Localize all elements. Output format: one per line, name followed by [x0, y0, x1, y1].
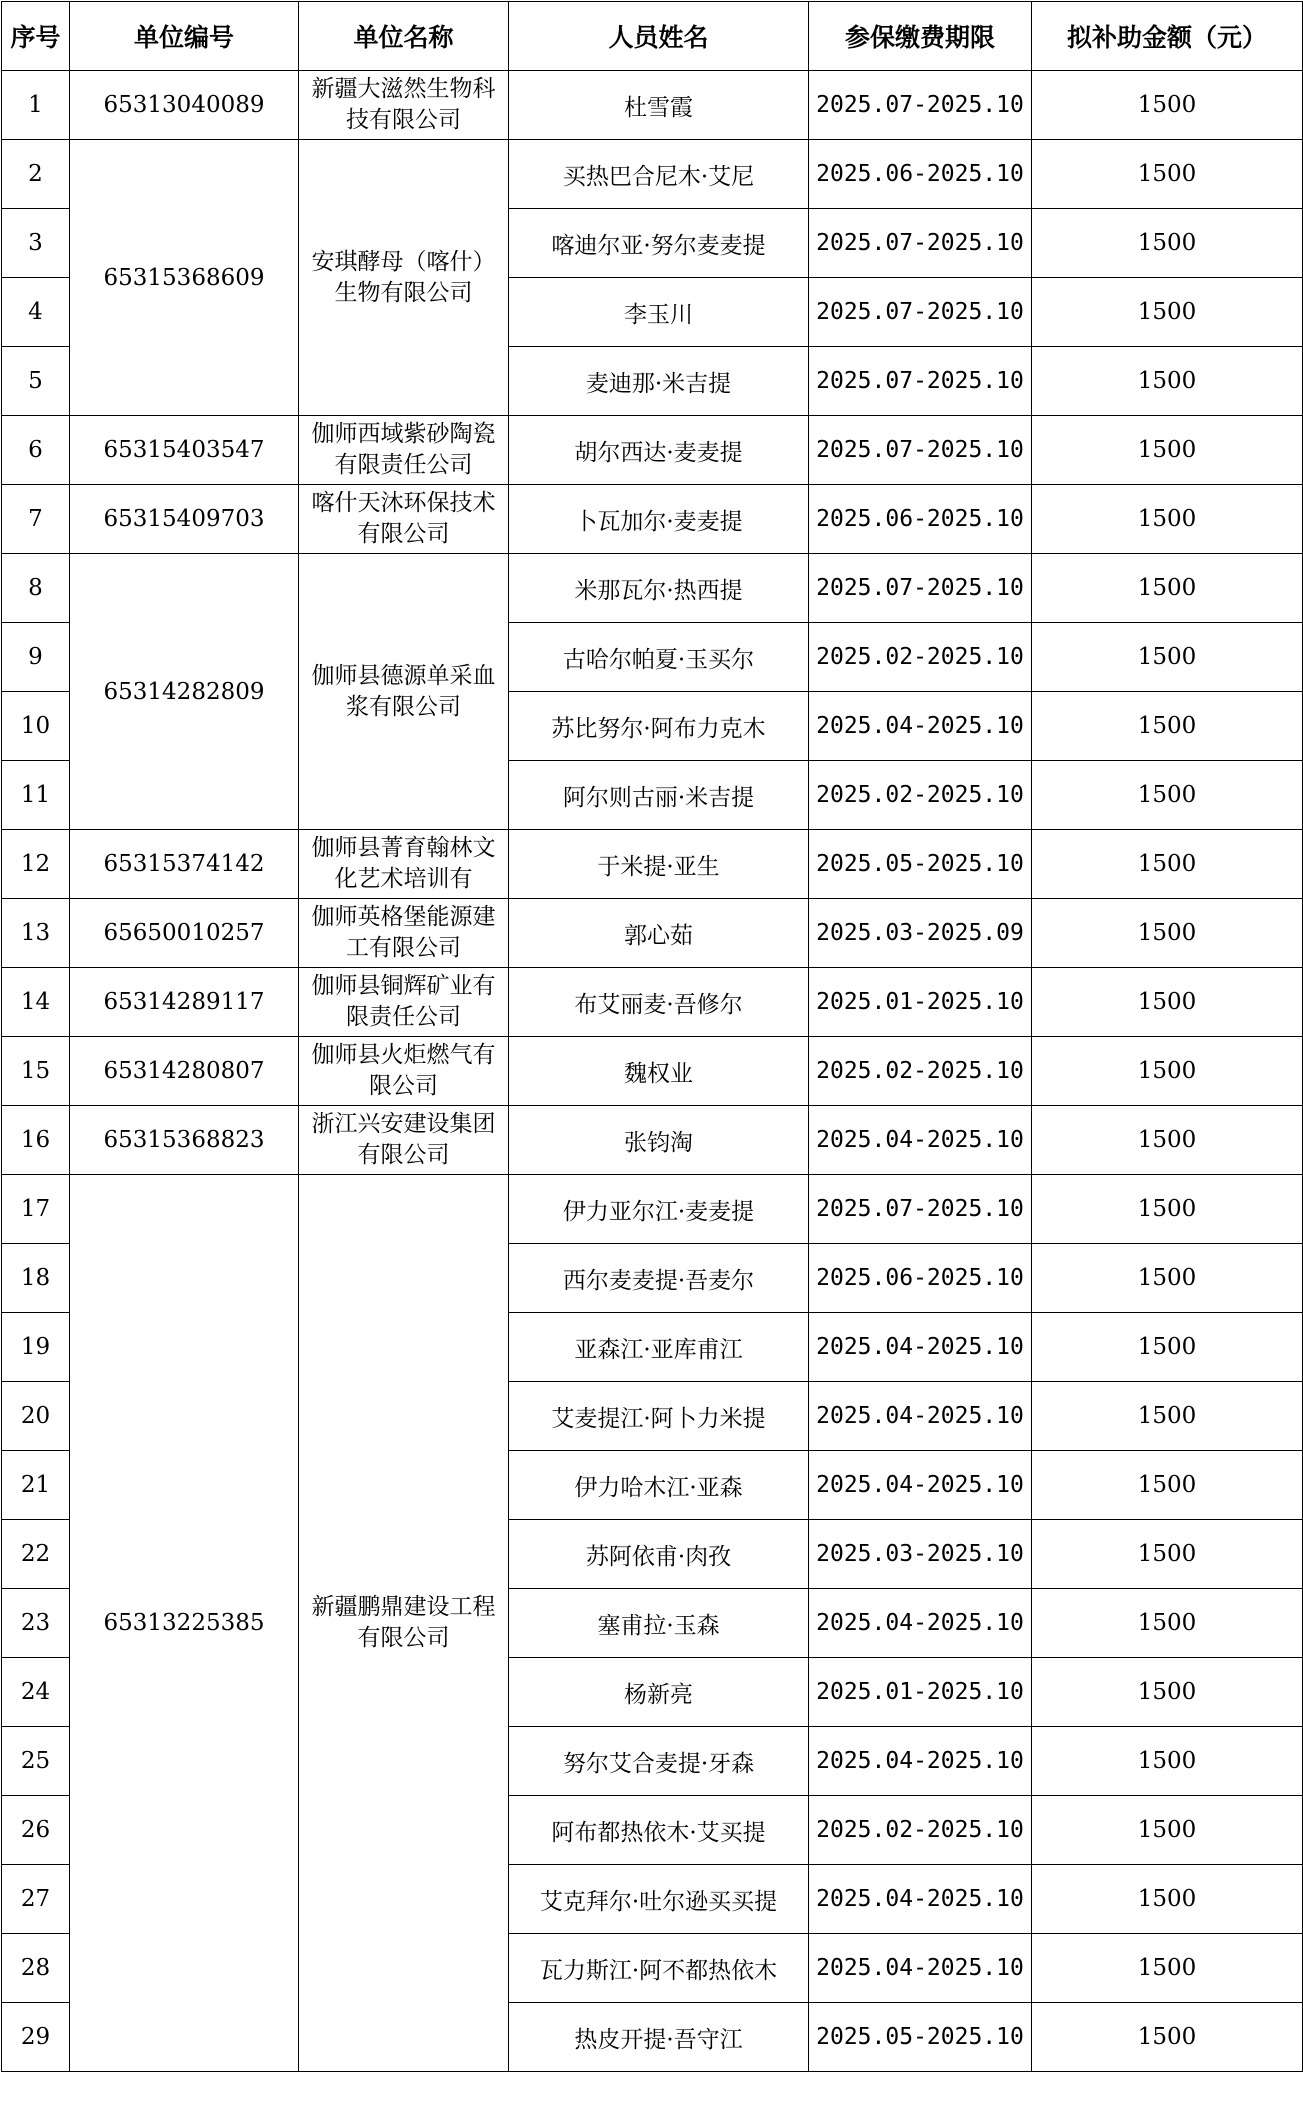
cell-period: 2025.04-2025.10: [809, 1382, 1032, 1451]
cell-unit-name: 伽师西域紫砂陶瓷有限责任公司: [299, 416, 509, 485]
cell-seq: 5: [2, 347, 70, 416]
table-row: [2, 554, 1303, 623]
cell-amount: 1500: [1032, 899, 1303, 968]
header-person: 人员姓名: [509, 2, 809, 71]
table-row: [2, 1106, 1303, 1175]
header-unit-code: 单位编号: [70, 2, 299, 71]
table-row: [2, 830, 1303, 899]
cell-person: 阿布都热依木·艾买提: [509, 1796, 809, 1865]
cell-person: 阿尔则古丽·米吉提: [509, 761, 809, 830]
cell-amount: 1500: [1032, 761, 1303, 830]
cell-amount: 1500: [1032, 1313, 1303, 1382]
cell-person: 西尔麦麦提·吾麦尔: [509, 1244, 809, 1313]
table-row: [2, 485, 1303, 554]
cell-unit-code: 65314282809: [70, 554, 299, 830]
cell-period: 2025.04-2025.10: [809, 1727, 1032, 1796]
cell-period: 2025.07-2025.10: [809, 278, 1032, 347]
cell-period: 2025.03-2025.09: [809, 899, 1032, 968]
header-seq: 序号: [2, 2, 70, 71]
cell-unit-name: 伽师县火炬燃气有限公司: [299, 1037, 509, 1106]
cell-amount: 1500: [1032, 1106, 1303, 1175]
cell-unit-code: 65315409703: [70, 485, 299, 554]
cell-period: 2025.06-2025.10: [809, 485, 1032, 554]
cell-seq: 24: [2, 1658, 70, 1727]
cell-seq: 10: [2, 692, 70, 761]
cell-unit-code: 65315368609: [70, 140, 299, 416]
cell-amount: 1500: [1032, 1727, 1303, 1796]
cell-seq: 18: [2, 1244, 70, 1313]
header-amount: 拟补助金额（元）: [1032, 2, 1303, 71]
cell-seq: 13: [2, 899, 70, 968]
cell-period: 2025.04-2025.10: [809, 692, 1032, 761]
cell-person: 米那瓦尔·热西提: [509, 554, 809, 623]
cell-seq: 11: [2, 761, 70, 830]
cell-amount: 1500: [1032, 1175, 1303, 1244]
cell-period: 2025.01-2025.10: [809, 968, 1032, 1037]
cell-unit-name: 新疆鹏鼎建设工程有限公司: [299, 1175, 509, 2072]
cell-seq: 2: [2, 140, 70, 209]
cell-period: 2025.07-2025.10: [809, 416, 1032, 485]
cell-person: 张钧淘: [509, 1106, 809, 1175]
cell-seq: 15: [2, 1037, 70, 1106]
cell-unit-name: 伽师县菁育翰林文化艺术培训有: [299, 830, 509, 899]
cell-amount: 1500: [1032, 1382, 1303, 1451]
cell-person: 艾克拜尔·吐尔逊买买提: [509, 1865, 809, 1934]
cell-person: 艾麦提江·阿卜力米提: [509, 1382, 809, 1451]
cell-person: 古哈尔帕夏·玉买尔: [509, 623, 809, 692]
cell-seq: 7: [2, 485, 70, 554]
cell-seq: 1: [2, 71, 70, 140]
cell-seq: 21: [2, 1451, 70, 1520]
cell-person: 麦迪那·米吉提: [509, 347, 809, 416]
cell-amount: 1500: [1032, 209, 1303, 278]
document-page: [0, 1, 1303, 2102]
table-row: [2, 899, 1303, 968]
cell-person: 魏权业: [509, 1037, 809, 1106]
cell-period: 2025.07-2025.10: [809, 1175, 1032, 1244]
cell-unit-name: 浙江兴安建设集团有限公司: [299, 1106, 509, 1175]
cell-seq: 23: [2, 1589, 70, 1658]
cell-seq: 20: [2, 1382, 70, 1451]
cell-person: 李玉川: [509, 278, 809, 347]
cell-unit-name: 伽师县德源单采血浆有限公司: [299, 554, 509, 830]
cell-person: 杜雪霞: [509, 71, 809, 140]
cell-seq: 8: [2, 554, 70, 623]
cell-seq: 4: [2, 278, 70, 347]
cell-unit-name: 伽师英格堡能源建工有限公司: [299, 899, 509, 968]
cell-amount: 1500: [1032, 1589, 1303, 1658]
cell-amount: 1500: [1032, 1037, 1303, 1106]
cell-amount: 1500: [1032, 2003, 1303, 2072]
cell-seq: 9: [2, 623, 70, 692]
cell-period: 2025.07-2025.10: [809, 347, 1032, 416]
cell-person: 布艾丽麦·吾修尔: [509, 968, 809, 1037]
cell-amount: 1500: [1032, 1865, 1303, 1934]
cell-seq: 27: [2, 1865, 70, 1934]
table-row: [2, 1037, 1303, 1106]
cell-person: 胡尔西达·麦麦提: [509, 416, 809, 485]
cell-seq: 16: [2, 1106, 70, 1175]
cell-amount: 1500: [1032, 1934, 1303, 2003]
cell-period: 2025.04-2025.10: [809, 1865, 1032, 1934]
header-unit-name: 单位名称: [299, 2, 509, 71]
cell-unit-name: 新疆大滋然生物科技有限公司: [299, 71, 509, 140]
cell-amount: 1500: [1032, 1796, 1303, 1865]
cell-person: 卜瓦加尔·麦麦提: [509, 485, 809, 554]
cell-period: 2025.04-2025.10: [809, 1934, 1032, 2003]
cell-seq: 19: [2, 1313, 70, 1382]
header-period: 参保缴费期限: [809, 2, 1032, 71]
cell-unit-code: 65650010257: [70, 899, 299, 968]
cell-period: 2025.06-2025.10: [809, 1244, 1032, 1313]
cell-seq: 25: [2, 1727, 70, 1796]
cell-period: 2025.07-2025.10: [809, 209, 1032, 278]
table-row: [2, 71, 1303, 140]
table-row: [2, 1175, 1303, 1244]
cell-period: 2025.01-2025.10: [809, 1658, 1032, 1727]
cell-seq: 22: [2, 1520, 70, 1589]
cell-amount: 1500: [1032, 1451, 1303, 1520]
cell-person: 亚森江·亚库甫江: [509, 1313, 809, 1382]
cell-person: 热皮开提·吾守江: [509, 2003, 809, 2072]
cell-person: 伊力哈木江·亚森: [509, 1451, 809, 1520]
cell-unit-name: 安琪酵母（喀什）生物有限公司: [299, 140, 509, 416]
cell-period: 2025.04-2025.10: [809, 1106, 1032, 1175]
cell-amount: 1500: [1032, 485, 1303, 554]
cell-amount: 1500: [1032, 140, 1303, 209]
table-row: [2, 416, 1303, 485]
cell-amount: 1500: [1032, 968, 1303, 1037]
cell-seq: 17: [2, 1175, 70, 1244]
cell-period: 2025.02-2025.10: [809, 761, 1032, 830]
cell-amount: 1500: [1032, 71, 1303, 140]
cell-person: 苏阿依甫·肉孜: [509, 1520, 809, 1589]
cell-person: 喀迪尔亚·努尔麦麦提: [509, 209, 809, 278]
cell-seq: 26: [2, 1796, 70, 1865]
cell-person: 郭心茹: [509, 899, 809, 968]
cell-amount: 1500: [1032, 830, 1303, 899]
cell-person: 塞甫拉·玉森: [509, 1589, 809, 1658]
cell-unit-name: 喀什天沐环保技术有限公司: [299, 485, 509, 554]
cell-amount: 1500: [1032, 1520, 1303, 1589]
cell-seq: 14: [2, 968, 70, 1037]
cell-seq: 12: [2, 830, 70, 899]
cell-seq: 6: [2, 416, 70, 485]
cell-unit-name: 伽师县铜辉矿业有限责任公司: [299, 968, 509, 1037]
cell-unit-code: 65315403547: [70, 416, 299, 485]
cell-period: 2025.04-2025.10: [809, 1589, 1032, 1658]
cell-amount: 1500: [1032, 416, 1303, 485]
cell-period: 2025.04-2025.10: [809, 1313, 1032, 1382]
cell-period: 2025.07-2025.10: [809, 71, 1032, 140]
table-row: [2, 140, 1303, 209]
cell-period: 2025.06-2025.10: [809, 140, 1032, 209]
cell-unit-code: 65313225385: [70, 1175, 299, 2072]
cell-period: 2025.05-2025.10: [809, 2003, 1032, 2072]
cell-person: 杨新亮: [509, 1658, 809, 1727]
subsidy-table: [1, 1, 1303, 2072]
cell-unit-code: 65313040089: [70, 71, 299, 140]
cell-unit-code: 65315374142: [70, 830, 299, 899]
cell-period: 2025.02-2025.10: [809, 1796, 1032, 1865]
table-row: [2, 968, 1303, 1037]
cell-period: 2025.07-2025.10: [809, 554, 1032, 623]
cell-person: 瓦力斯江·阿不都热依木: [509, 1934, 809, 2003]
cell-person: 努尔艾合麦提·牙森: [509, 1727, 809, 1796]
cell-unit-code: 65314289117: [70, 968, 299, 1037]
cell-unit-code: 65314280807: [70, 1037, 299, 1106]
cell-amount: 1500: [1032, 278, 1303, 347]
cell-period: 2025.02-2025.10: [809, 623, 1032, 692]
cell-amount: 1500: [1032, 623, 1303, 692]
cell-person: 买热巴合尼木·艾尼: [509, 140, 809, 209]
cell-amount: 1500: [1032, 1658, 1303, 1727]
cell-seq: 28: [2, 1934, 70, 2003]
cell-amount: 1500: [1032, 692, 1303, 761]
cell-person: 伊力亚尔江·麦麦提: [509, 1175, 809, 1244]
cell-period: 2025.04-2025.10: [809, 1451, 1032, 1520]
cell-person: 于米提·亚生: [509, 830, 809, 899]
cell-period: 2025.05-2025.10: [809, 830, 1032, 899]
cell-amount: 1500: [1032, 554, 1303, 623]
cell-period: 2025.03-2025.10: [809, 1520, 1032, 1589]
cell-period: 2025.02-2025.10: [809, 1037, 1032, 1106]
table-header-row: [2, 2, 1303, 71]
cell-seq: 29: [2, 2003, 70, 2072]
cell-person: 苏比努尔·阿布力克木: [509, 692, 809, 761]
cell-amount: 1500: [1032, 1244, 1303, 1313]
cell-amount: 1500: [1032, 347, 1303, 416]
cell-seq: 3: [2, 209, 70, 278]
cell-unit-code: 65315368823: [70, 1106, 299, 1175]
